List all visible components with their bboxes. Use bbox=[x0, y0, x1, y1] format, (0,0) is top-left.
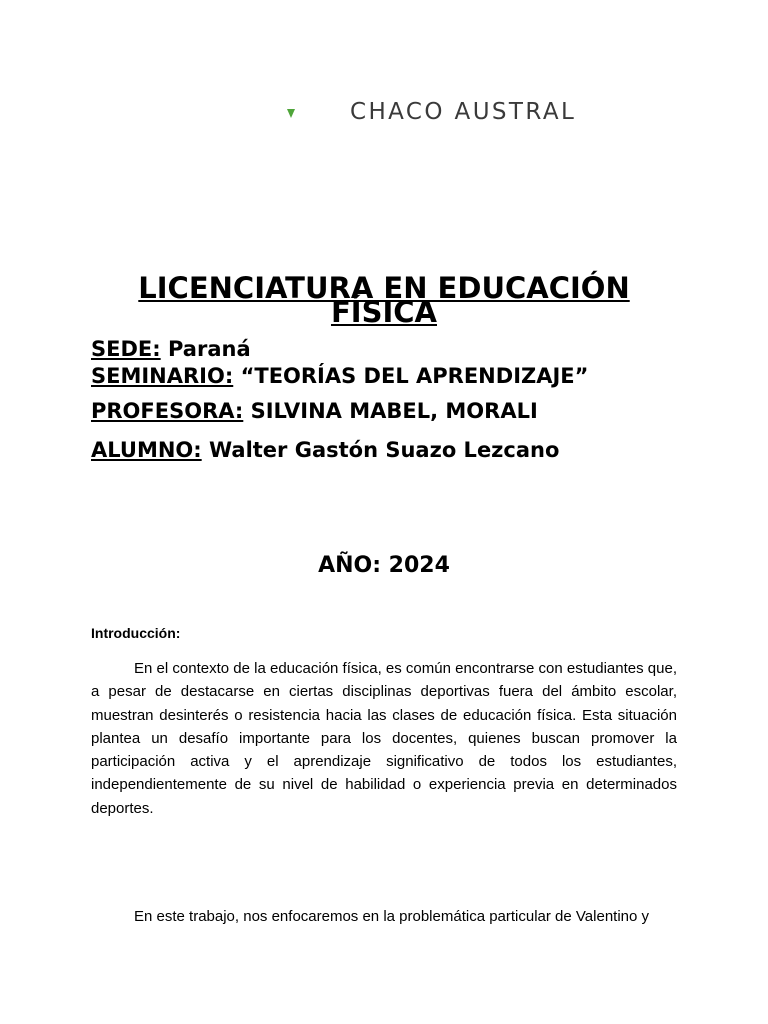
profesora-value: SILVINA MABEL, MORALI bbox=[250, 399, 538, 423]
profesora-label: PROFESORA: bbox=[91, 399, 244, 423]
sede-value: Paraná bbox=[167, 337, 251, 361]
sede-line bbox=[91, 336, 251, 362]
year-heading: AÑO: 2024 bbox=[318, 553, 450, 578]
seminario-line bbox=[91, 363, 588, 389]
logo-text: CHACO AUSTRAL bbox=[350, 99, 577, 125]
logo-triangle-icon bbox=[287, 109, 295, 118]
sede-label: SEDE: bbox=[91, 337, 161, 361]
intro-paragraph: En el contexto de la educación física, es común encontrarse con estudiantes que, a pesar de destacarse en ciertas disciplinas deportivas fuera del ámbito escolar, muestran desinterés o resistencia hacia las clases de educación física. Esta situación plantea un desafío importante para los docentes, quienes buscan promover la participación activa y el aprendizaje significativo de todos los estudiantes, independientemente de su nivel de habilidad o experiencia previa en determinados deportes. bbox=[91, 660, 677, 817]
alumno-label: ALUMNO: bbox=[91, 438, 202, 462]
intro-heading: Introducción: bbox=[91, 625, 181, 641]
seminario-label: SEMINARIO: bbox=[91, 364, 234, 388]
alumno-line bbox=[91, 437, 559, 463]
document-title: LICENCIATURA EN EDUCACIÓN FÍSICA bbox=[138, 271, 630, 329]
institution-logo bbox=[0, 96, 768, 126]
profesora-line bbox=[91, 398, 538, 424]
alumno-value: Walter Gastón Suazo Lezcano bbox=[208, 438, 560, 462]
seminario-value: “TEORÍAS DEL APRENDIZAJE” bbox=[240, 364, 589, 388]
body-paragraph: En este trabajo, nos enfocaremos en la problemática particular de Valentino y bbox=[134, 908, 650, 925]
